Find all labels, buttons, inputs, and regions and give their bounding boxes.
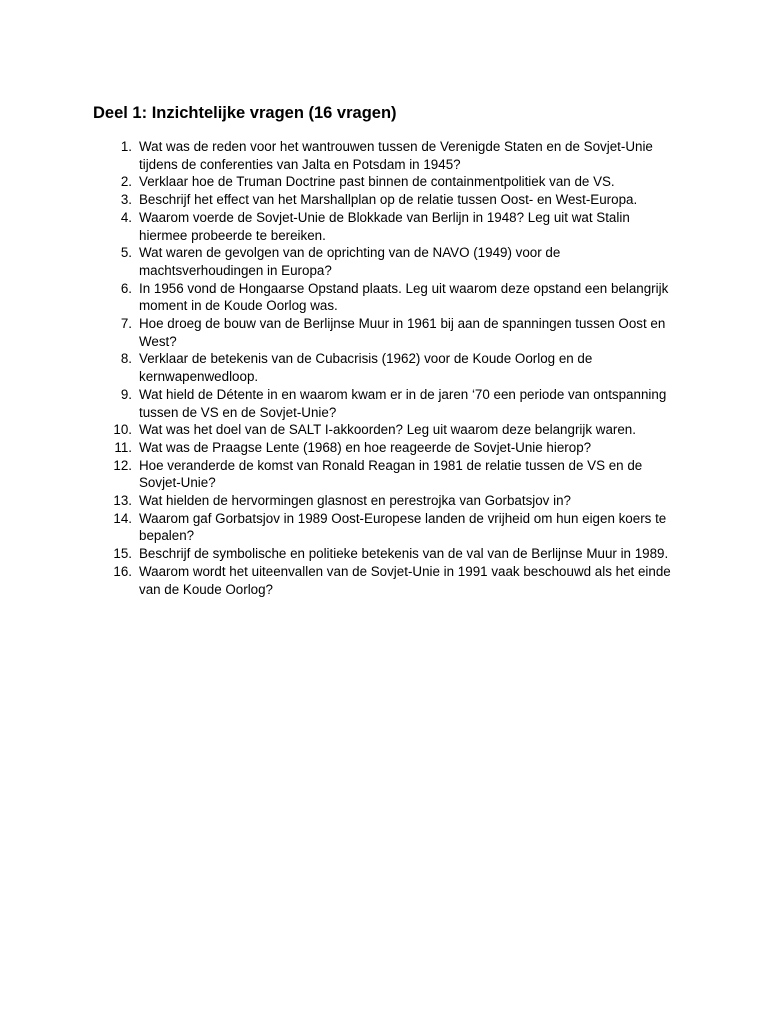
question-number: 5. [120, 245, 132, 261]
question-text: Waarom voerde de Sovjet-Unie de Blokkade van Berlijn in 1948? Leg uit wat Stalin hiermee probeerde te bereiken. [139, 209, 630, 243]
question-item [0, 209, 679, 244]
question-text: Hoe droeg de bouw van de Berlijnse Muur in 1961 bij aan de spanningen tussen Oost en West? [139, 316, 666, 349]
question-text: Waarom gaf Gorbatsjov in 1989 Oost-Europese landen de vrijheid om hun eigen koers te bepalen? [139, 510, 667, 544]
question-number: 2. [120, 174, 132, 190]
question-item [0, 244, 679, 279]
question-text: Wat was de Praagse Lente (1968) en hoe reageerde de Sovjet-Unie hierop? [139, 439, 592, 455]
question-item [0, 563, 679, 598]
question-item [0, 173, 679, 191]
question-text: Verklaar hoe de Truman Doctrine past binnen de containmentpolitiek van de VS. [139, 174, 615, 190]
question-text: Wat was de reden voor het wantrouwen tussen de Verenigde Staten en de Sovjet-Unie tijdens de conferenties van Jalta en Potsdam in 1945? [139, 139, 653, 172]
question-number: 8. [120, 351, 132, 367]
question-number: 12. [113, 457, 132, 473]
question-number: 14. [113, 510, 132, 526]
question-text: Wat hielden de hervormingen glasnost en perestrojka van Gorbatsjov in? [139, 493, 571, 509]
question-number: 7. [120, 316, 132, 332]
question-number: 11. [114, 439, 132, 455]
question-text: Verklaar de betekenis van de Cubacrisis (1962) voor de Koude Oorlog en de kernwapenwedloop. [139, 351, 593, 385]
question-item [0, 386, 679, 421]
question-item [0, 280, 679, 315]
question-number: 15. [113, 546, 132, 562]
question-item [0, 138, 679, 173]
question-item [0, 439, 679, 457]
question-text: In 1956 vond de Hongaarse Opstand plaats. Leg uit waarom deze opstand een belangrijk moment in de Koude Oorlog was. [139, 280, 669, 314]
question-number: 10. [113, 422, 132, 438]
question-item [0, 421, 679, 439]
question-text: Wat waren de gevolgen van de oprichting van de NAVO (1949) voor de machtsverhoudingen in Europa? [139, 245, 561, 278]
question-text: Wat was het doel van de SALT I-akkoorden? Leg uit waarom deze belangrijk waren. [139, 422, 636, 438]
question-item [0, 350, 679, 385]
question-number: 16. [113, 563, 132, 579]
question-item [0, 545, 679, 563]
question-item [0, 510, 679, 545]
question-text: Beschrijf het effect van het Marshallplan op de relatie tussen Oost- en West-Europa. [139, 192, 638, 208]
question-text: Wat hield de Détente in en waarom kwam er in de jaren ‘70 een periode van ontspanning tussen de VS en de Sovjet-Unie? [139, 386, 667, 420]
question-number: 6. [120, 280, 132, 296]
question-number: 9. [120, 386, 132, 402]
question-number: 13. [113, 493, 132, 509]
question-item [0, 191, 679, 209]
question-text: Beschrijf de symbolische en politieke betekenis van de val van de Berlijnse Muur in 1989. [139, 546, 669, 562]
question-item [0, 315, 679, 350]
question-text: Hoe veranderde de komst van Ronald Reagan in 1981 de relatie tussen de VS en de Sovjet-Unie? [139, 457, 643, 491]
question-number: 4. [120, 209, 132, 225]
question-number: 1. [120, 139, 132, 154]
question-item [0, 457, 679, 492]
question-list [0, 138, 768, 598]
question-item [0, 492, 679, 510]
question-text: Waarom wordt het uiteenvallen van de Sovjet-Unie in 1991 vaak beschouwd als het einde van de Koude Oorlog? [139, 563, 671, 597]
question-number: 3. [120, 192, 132, 208]
section-heading: Deel 1: Inzichtelijke vragen (16 vragen) [93, 104, 397, 122]
